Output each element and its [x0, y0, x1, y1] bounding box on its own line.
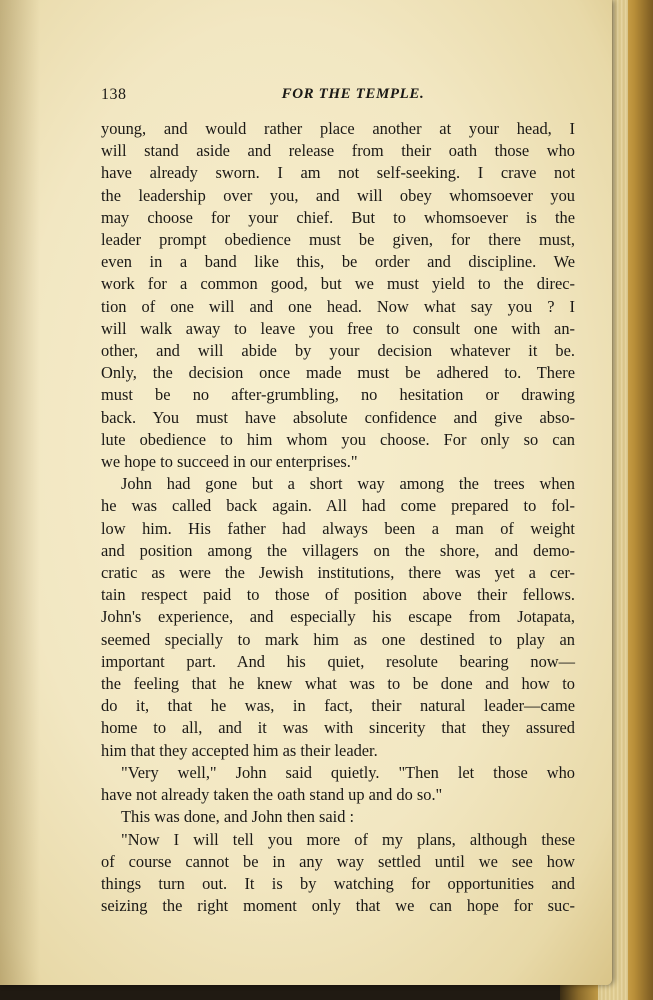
text-line: and position among the villagers on the shore, and demo- [101, 540, 575, 560]
text-line: the feeling that he knew what was to be done and how to [101, 674, 575, 694]
text-line: other, and will abide by your decision whatever it be. [101, 341, 575, 361]
text-line: of course cannot be in any way settled until we see how [101, 851, 575, 871]
gutter-shadow [0, 0, 40, 985]
text-line: This was done, and John then said : [121, 807, 355, 827]
text-line: work for a common good, but we must yield to the direc- [101, 274, 575, 294]
text-line: back. You must have absolute confidence and give abso- [101, 407, 575, 427]
page-title: FOR THE TEMPLE. [281, 86, 425, 102]
text-line: cratic as were the Jewish institutions, there was yet a cer- [101, 563, 575, 583]
text-line: important part. And his quiet, resolute bearing now— [101, 651, 575, 671]
text-line: seemed specially to mark him as one destined to play an [101, 629, 575, 649]
text-line: tain respect paid to those of position above their fellows. [101, 585, 575, 605]
text-line: Only, the decision once made must be adhered to. There [101, 363, 575, 383]
text-line: seizing the right moment only that we can hope for suc- [101, 896, 575, 916]
text-line: the leadership over you, and will obey whomsoever you [101, 185, 575, 205]
text-line: lute obedience to him whom you choose. For only so can [101, 429, 575, 449]
text-line: may choose for your chief. But to whomsoever is the [101, 207, 575, 227]
text-line: we hope to succeed in our enterprises." [101, 452, 358, 472]
text-line: tion of one will and one head. Now what say you ? I [101, 296, 575, 316]
text-line: "Very well," John said quietly. "Then let those who [121, 762, 575, 782]
running-head [101, 86, 575, 108]
body-text [101, 118, 575, 917]
text-line: do it, that he was, in fact, their natural leader—came [101, 696, 575, 716]
text-line: "Now I will tell you more of my plans, although these [121, 829, 575, 849]
text-line: have already sworn. I am not self-seeking. I crave not [101, 163, 575, 183]
text-line: he was called back again. All had come prepared to fol- [101, 496, 575, 516]
text-line: John had gone but a short way among the trees when [121, 474, 575, 494]
text-line: will stand aside and release from their oath those who [101, 141, 575, 161]
text-line: even in a band like this, be order and discipline. We [101, 252, 575, 272]
text-line: must be no after-grumbling, no hesitation or drawing [101, 385, 575, 405]
text-line: him that they accepted him as their leader. [101, 740, 378, 760]
text-line: leader prompt obedience must be given, for there must, [101, 230, 575, 250]
page-number: 138 [101, 86, 127, 103]
text-line: have not already taken the oath stand up and do so." [101, 785, 443, 805]
text-line: John's experience, and especially his escape from Jotapata, [101, 607, 575, 627]
text-line: things turn out. It is by watching for opportunities and [101, 873, 575, 893]
text-line: home to all, and it was with sincerity that they assured [101, 718, 575, 738]
text-line: will walk away to leave you free to consult one with an- [101, 318, 575, 338]
text-line: young, and would rather place another at your head, I [101, 119, 575, 138]
text-line: low him. His father had always been a man of weight [101, 518, 575, 538]
